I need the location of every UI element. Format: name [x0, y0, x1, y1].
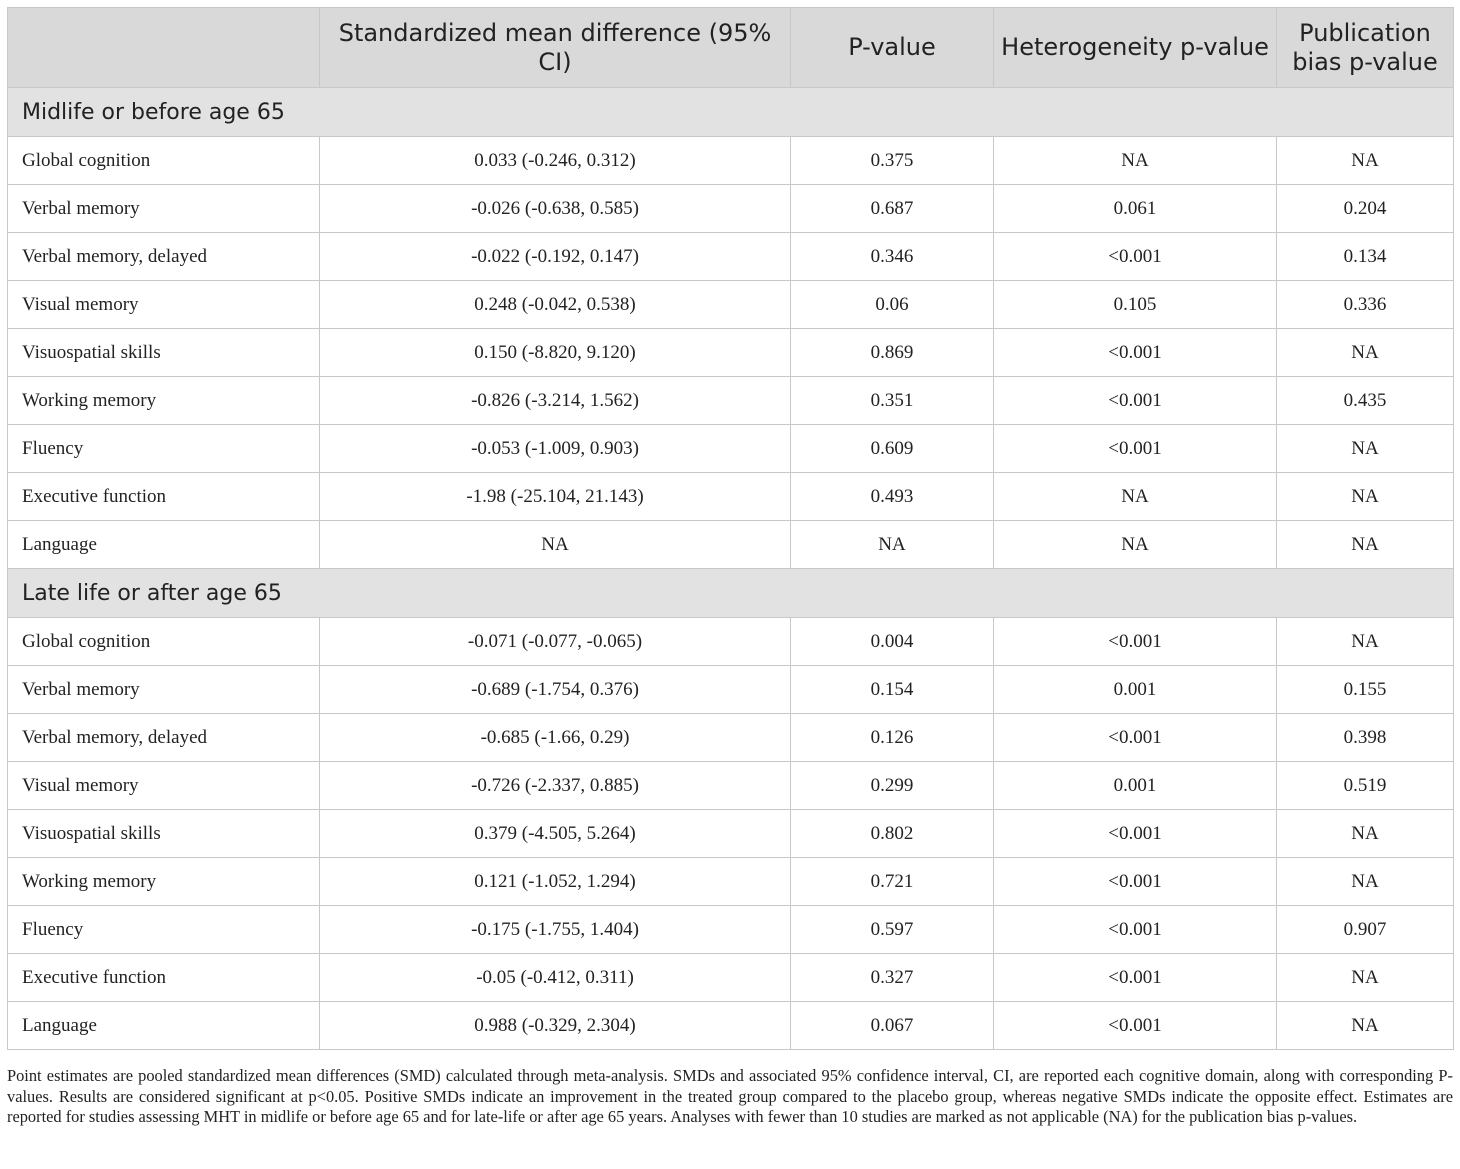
- table-row: [8, 281, 1454, 329]
- p-value-cell: 0.06: [791, 281, 994, 329]
- table-row: [8, 858, 1454, 906]
- publication-bias-cell: 0.907: [1277, 906, 1454, 954]
- domain-cell: Visuospatial skills: [8, 810, 320, 858]
- domain-cell: Language: [8, 1002, 320, 1050]
- publication-bias-cell: NA: [1277, 473, 1454, 521]
- smd-cell: -0.175 (-1.755, 1.404): [320, 906, 791, 954]
- smd-cell: 0.379 (-4.505, 5.264): [320, 810, 791, 858]
- heterogeneity-cell: <0.001: [994, 906, 1277, 954]
- smd-cell: -0.071 (-0.077, -0.065): [320, 618, 791, 666]
- heterogeneity-cell: <0.001: [994, 810, 1277, 858]
- p-value-cell: 0.609: [791, 425, 994, 473]
- publication-bias-cell: 0.204: [1277, 185, 1454, 233]
- table-row: [8, 425, 1454, 473]
- table-header: [8, 8, 1454, 88]
- domain-cell: Language: [8, 521, 320, 569]
- smd-cell: NA: [320, 521, 791, 569]
- domain-cell: Working memory: [8, 377, 320, 425]
- p-value-cell: 0.687: [791, 185, 994, 233]
- heterogeneity-cell: <0.001: [994, 954, 1277, 1002]
- heterogeneity-cell: <0.001: [994, 233, 1277, 281]
- domain-cell: Global cognition: [8, 137, 320, 185]
- domain-cell: Visuospatial skills: [8, 329, 320, 377]
- table-row: [8, 185, 1454, 233]
- heterogeneity-cell: 0.001: [994, 762, 1277, 810]
- publication-bias-cell: 0.519: [1277, 762, 1454, 810]
- results-table: [7, 7, 1454, 1050]
- publication-bias-cell: NA: [1277, 954, 1454, 1002]
- heterogeneity-cell: NA: [994, 473, 1277, 521]
- table-row: [8, 137, 1454, 185]
- section-row: [8, 569, 1454, 618]
- p-value-cell: 0.493: [791, 473, 994, 521]
- table-row: [8, 954, 1454, 1002]
- p-value-cell: 0.067: [791, 1002, 994, 1050]
- smd-cell: -0.685 (-1.66, 0.29): [320, 714, 791, 762]
- table-row: [8, 329, 1454, 377]
- smd-cell: -0.053 (-1.009, 0.903): [320, 425, 791, 473]
- publication-bias-cell: NA: [1277, 137, 1454, 185]
- p-value-cell: 0.004: [791, 618, 994, 666]
- header-p-value: P-value: [791, 8, 994, 88]
- smd-cell: 0.121 (-1.052, 1.294): [320, 858, 791, 906]
- publication-bias-cell: NA: [1277, 618, 1454, 666]
- table-row: [8, 473, 1454, 521]
- smd-cell: 0.988 (-0.329, 2.304): [320, 1002, 791, 1050]
- domain-cell: Verbal memory, delayed: [8, 233, 320, 281]
- header-smd: Standardized mean difference (95% CI): [320, 8, 791, 88]
- p-value-cell: 0.299: [791, 762, 994, 810]
- section-title: Late life or after age 65: [8, 569, 1454, 618]
- table-body: [8, 88, 1454, 1050]
- heterogeneity-cell: NA: [994, 521, 1277, 569]
- smd-cell: -0.022 (-0.192, 0.147): [320, 233, 791, 281]
- p-value-cell: 0.327: [791, 954, 994, 1002]
- heterogeneity-cell: <0.001: [994, 714, 1277, 762]
- table-row: [8, 618, 1454, 666]
- publication-bias-cell: NA: [1277, 329, 1454, 377]
- p-value-cell: 0.126: [791, 714, 994, 762]
- heterogeneity-cell: NA: [994, 137, 1277, 185]
- publication-bias-cell: NA: [1277, 425, 1454, 473]
- domain-cell: Executive function: [8, 954, 320, 1002]
- smd-cell: -0.026 (-0.638, 0.585): [320, 185, 791, 233]
- smd-cell: 0.248 (-0.042, 0.538): [320, 281, 791, 329]
- domain-cell: Visual memory: [8, 762, 320, 810]
- table-container: [7, 7, 1453, 1050]
- table-row: [8, 714, 1454, 762]
- smd-cell: -0.826 (-3.214, 1.562): [320, 377, 791, 425]
- table-row: [8, 233, 1454, 281]
- publication-bias-cell: NA: [1277, 521, 1454, 569]
- domain-cell: Fluency: [8, 906, 320, 954]
- domain-cell: Visual memory: [8, 281, 320, 329]
- table-row: [8, 762, 1454, 810]
- domain-cell: Global cognition: [8, 618, 320, 666]
- table-row: [8, 521, 1454, 569]
- header-domain: [8, 8, 320, 88]
- smd-cell: -0.726 (-2.337, 0.885): [320, 762, 791, 810]
- p-value-cell: NA: [791, 521, 994, 569]
- p-value-cell: 0.351: [791, 377, 994, 425]
- publication-bias-cell: NA: [1277, 810, 1454, 858]
- publication-bias-cell: 0.134: [1277, 233, 1454, 281]
- publication-bias-cell: 0.155: [1277, 666, 1454, 714]
- heterogeneity-cell: <0.001: [994, 1002, 1277, 1050]
- smd-cell: -1.98 (-25.104, 21.143): [320, 473, 791, 521]
- heterogeneity-cell: 0.001: [994, 666, 1277, 714]
- table-row: [8, 666, 1454, 714]
- smd-cell: -0.05 (-0.412, 0.311): [320, 954, 791, 1002]
- domain-cell: Verbal memory, delayed: [8, 714, 320, 762]
- publication-bias-cell: 0.435: [1277, 377, 1454, 425]
- heterogeneity-cell: 0.105: [994, 281, 1277, 329]
- table-footnote: Point estimates are pooled standardized mean differences (SMD) calculated through meta-analysis. SMDs and associated 95% confidence interval, CI, are reported each cognitive domain, along with corresponding P-values. Results are considered significant at p<0.05. Positive SMDs indicate an improvement in the treated group compared to the placebo group, whereas negative SMDs indicate the opposite effect. Estimates are reported for studies assessing MHT in midlife or before age 65 and for late-life or after age 65 years. Analyses with fewer than 10 studies are marked as not applicable (NA) for the publication bias p-values.: [7, 1066, 1453, 1126]
- heterogeneity-cell: <0.001: [994, 377, 1277, 425]
- heterogeneity-cell: <0.001: [994, 858, 1277, 906]
- domain-cell: Verbal memory: [8, 666, 320, 714]
- header-heterogeneity: Heterogeneity p-value: [994, 8, 1277, 88]
- table-row: [8, 1002, 1454, 1050]
- domain-cell: Working memory: [8, 858, 320, 906]
- table-row: [8, 810, 1454, 858]
- heterogeneity-cell: <0.001: [994, 329, 1277, 377]
- publication-bias-cell: NA: [1277, 1002, 1454, 1050]
- publication-bias-cell: 0.336: [1277, 281, 1454, 329]
- header-publication-bias: Publication bias p-value: [1277, 8, 1454, 88]
- table-row: [8, 377, 1454, 425]
- p-value-cell: 0.154: [791, 666, 994, 714]
- section-row: [8, 88, 1454, 137]
- p-value-cell: 0.721: [791, 858, 994, 906]
- p-value-cell: 0.346: [791, 233, 994, 281]
- p-value-cell: 0.375: [791, 137, 994, 185]
- p-value-cell: 0.597: [791, 906, 994, 954]
- heterogeneity-cell: <0.001: [994, 618, 1277, 666]
- smd-cell: -0.689 (-1.754, 0.376): [320, 666, 791, 714]
- smd-cell: 0.150 (-8.820, 9.120): [320, 329, 791, 377]
- table-row: [8, 906, 1454, 954]
- publication-bias-cell: NA: [1277, 858, 1454, 906]
- p-value-cell: 0.869: [791, 329, 994, 377]
- heterogeneity-cell: 0.061: [994, 185, 1277, 233]
- domain-cell: Fluency: [8, 425, 320, 473]
- heterogeneity-cell: <0.001: [994, 425, 1277, 473]
- domain-cell: Executive function: [8, 473, 320, 521]
- publication-bias-cell: 0.398: [1277, 714, 1454, 762]
- section-title: Midlife or before age 65: [8, 88, 1454, 137]
- domain-cell: Verbal memory: [8, 185, 320, 233]
- smd-cell: 0.033 (-0.246, 0.312): [320, 137, 791, 185]
- p-value-cell: 0.802: [791, 810, 994, 858]
